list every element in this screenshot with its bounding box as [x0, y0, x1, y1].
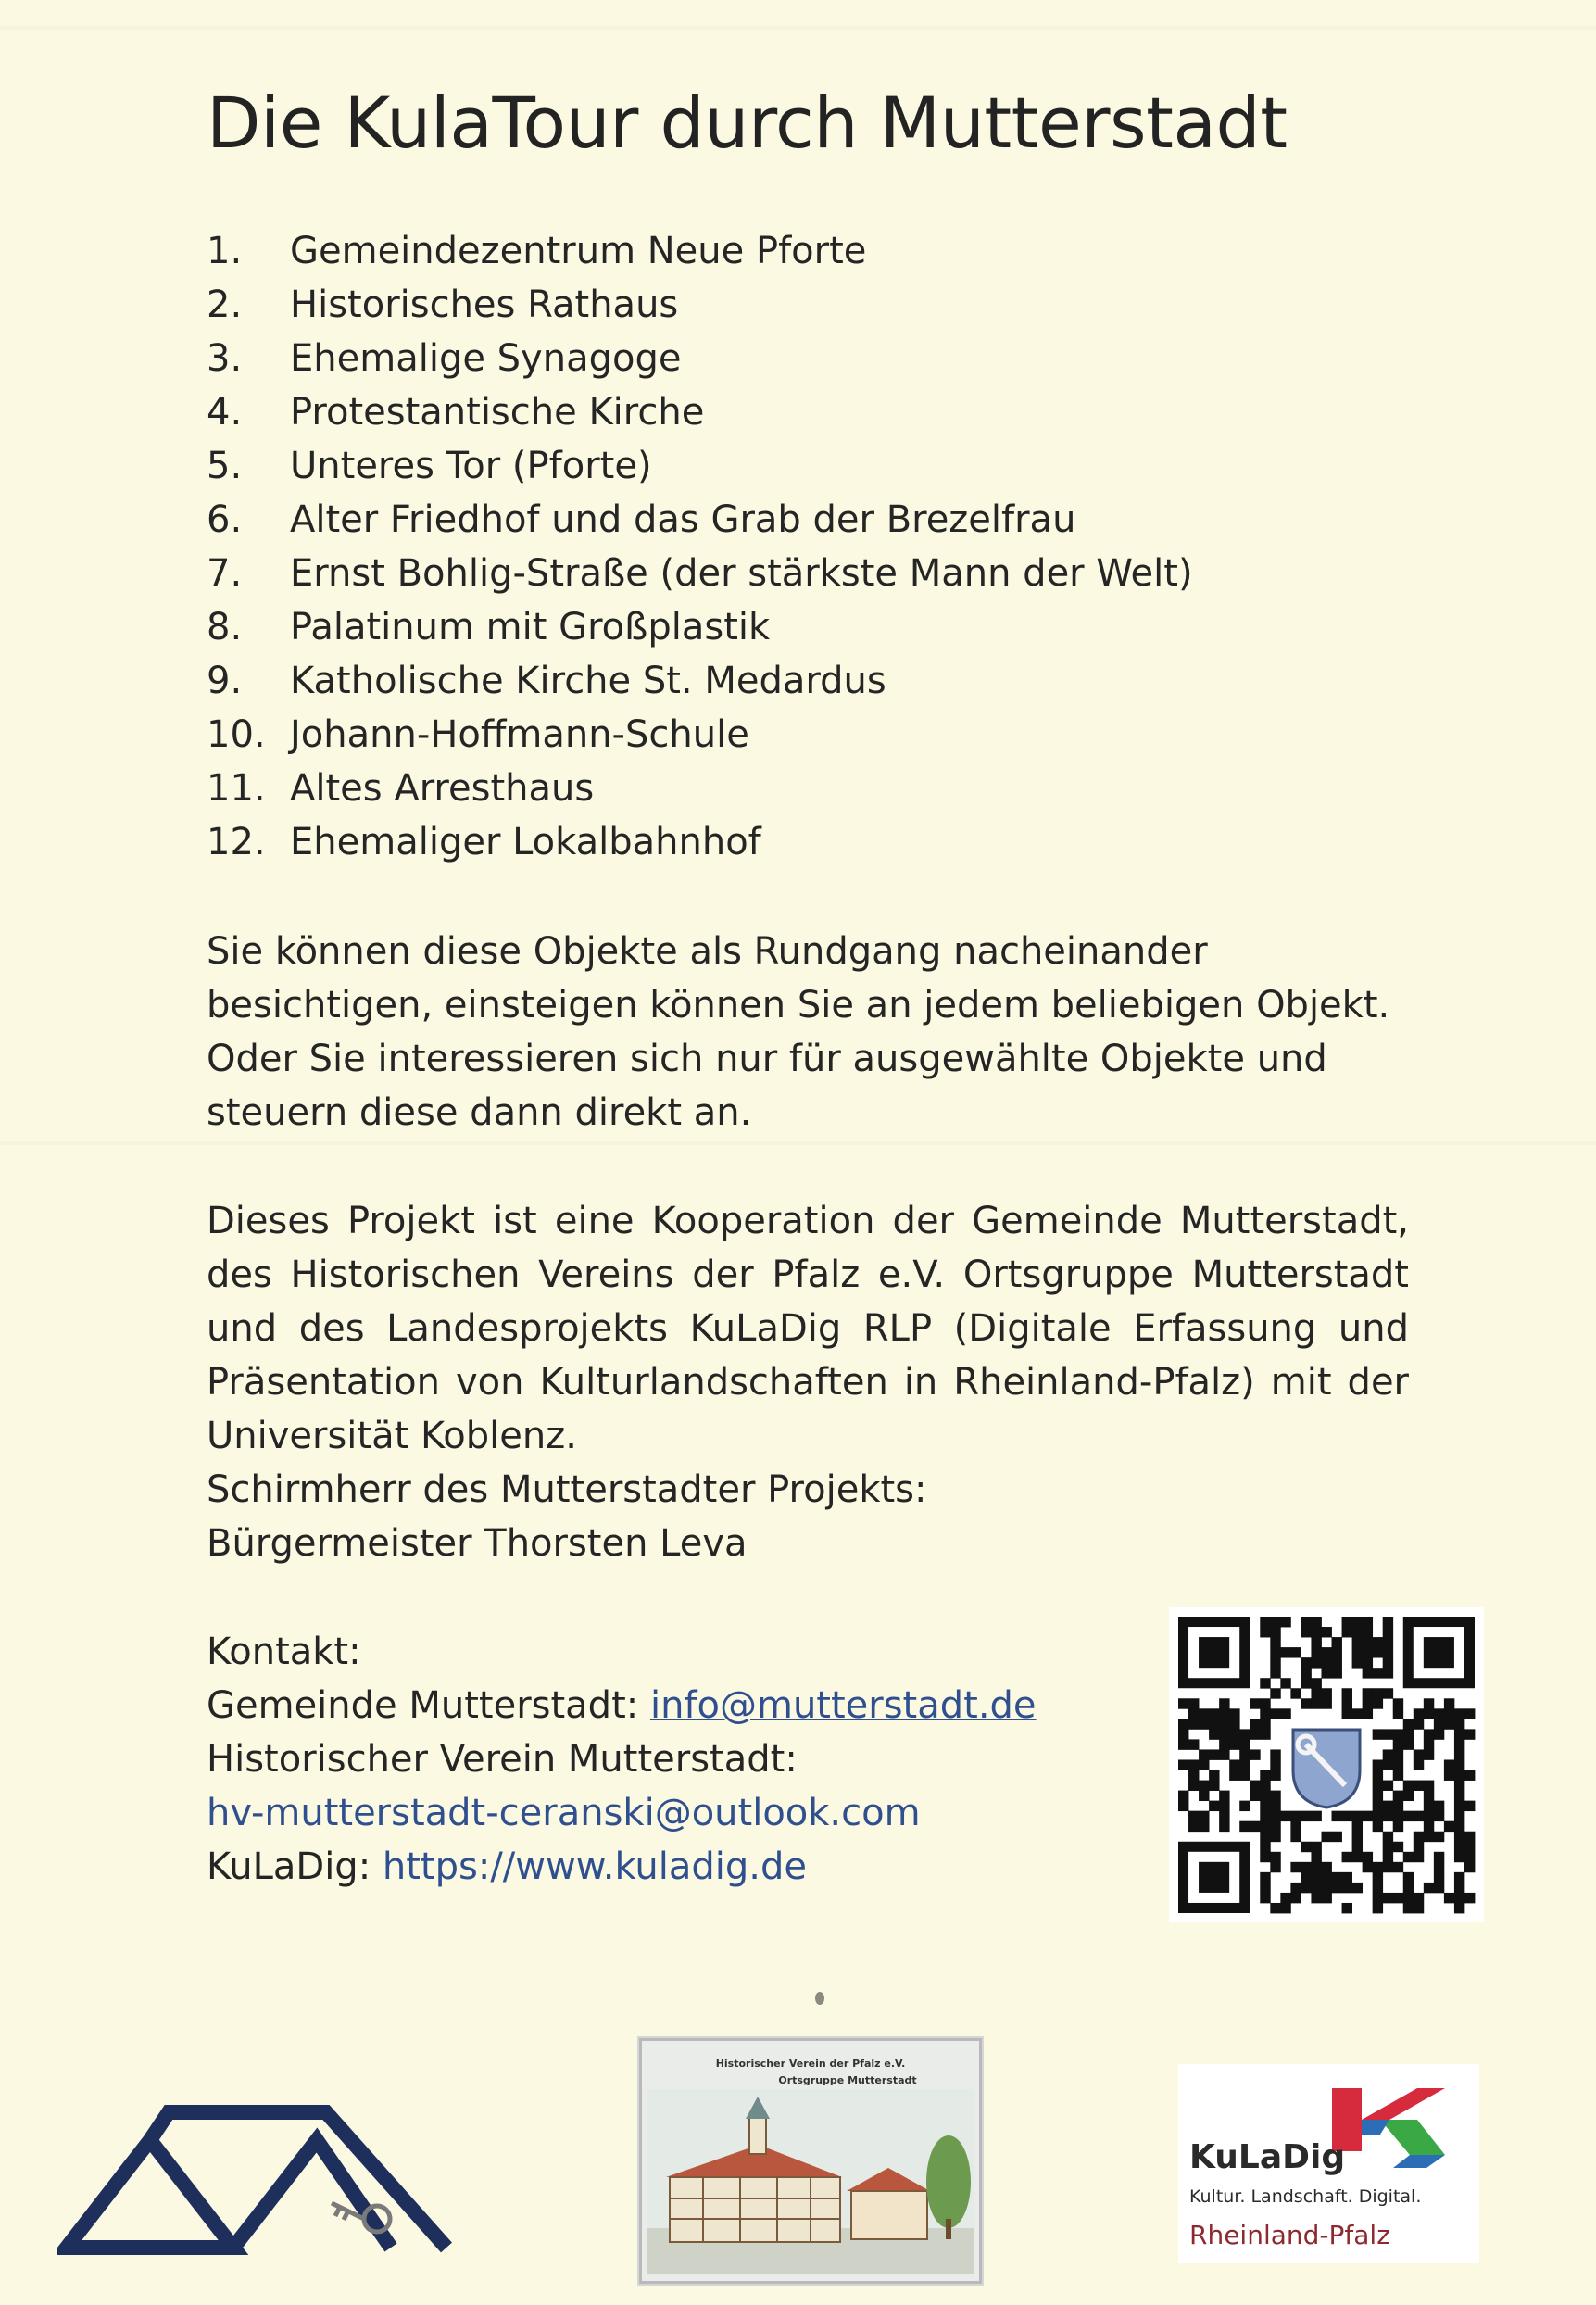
tour-stop-number: 10. — [207, 713, 266, 756]
tour-stop-label: Protestantische Kirche — [290, 391, 705, 434]
tour-stop-number: 11. — [207, 767, 266, 810]
tour-stop-label: Historisches Rathaus — [290, 283, 679, 326]
verein-email-link[interactable]: hv-mutterstadt-ceranski@outlook.com — [207, 1792, 921, 1834]
tour-stop-item — [207, 278, 1193, 332]
tour-stop-label: Alter Friedhof und das Grab der Brezelfrau — [290, 498, 1076, 541]
coop-line: und des Landesprojekts KuLaDig RLP (Digitale Erfassung und — [207, 1307, 1409, 1350]
intro-line: steuern diese dann direkt an. — [207, 1091, 752, 1134]
verein-logo-line2: Ortsgruppe Mutterstadt — [778, 2074, 917, 2086]
tour-stop-label: Altes Arresthaus — [290, 767, 595, 810]
tour-stop-number: 1. — [207, 230, 243, 272]
contact-heading: Kontakt: — [207, 1631, 361, 1673]
town-hall-painting-icon — [647, 2089, 974, 2274]
tour-stop-list — [207, 224, 1193, 869]
kuladig-url-link[interactable]: https://www.kuladig.de — [382, 1845, 807, 1888]
intro-paragraph — [207, 925, 1411, 1140]
tour-stop-item — [207, 224, 1193, 278]
tour-stop-label: Ernst Bohlig-Straße (der stärkste Mann der Welt) — [290, 552, 1193, 595]
coop-line: Dieses Projekt ist eine Kooperation der Gemeinde Mutterstadt, — [207, 1200, 1409, 1242]
mutterstadt-roof-logo — [57, 2085, 456, 2261]
tour-stop-item — [207, 493, 1193, 547]
verein-label: Historischer Verein Mutterstadt: — [207, 1738, 798, 1781]
cooperation-paragraph — [207, 1194, 1409, 1570]
paper-fold — [0, 1141, 1596, 1145]
tour-stop-number: 2. — [207, 283, 243, 326]
tour-stop-label: Unteres Tor (Pforte) — [290, 445, 652, 487]
tour-stop-item — [207, 547, 1193, 600]
intro-line: Sie können diese Objekte als Rundgang nacheinander — [207, 930, 1208, 973]
tour-stop-item — [207, 600, 1193, 654]
tour-stop-label: Johann-Hoffmann-Schule — [290, 713, 749, 756]
tour-stop-number: 6. — [207, 498, 243, 541]
tour-stop-label: Katholische Kirche St. Medardus — [290, 660, 886, 702]
tour-stop-item — [207, 439, 1193, 493]
tour-stop-label: Ehemaliger Lokalbahnhof — [290, 821, 761, 863]
gemeinde-label: Gemeinde Mutterstadt: — [207, 1684, 650, 1727]
coop-line: des Historischen Vereins der Pfalz e.V. Ortsgruppe Mutterstadt — [207, 1253, 1409, 1296]
kuladig-label: KuLaDig: — [207, 1845, 383, 1888]
verein-logo-line1: Historischer Verein der Pfalz e.V. — [715, 2058, 906, 2070]
tour-stop-number: 7. — [207, 552, 243, 595]
tour-stop-item — [207, 385, 1193, 439]
coop-line: Präsentation von Kulturlandschaften in Rheinland-Pfalz) mit der — [207, 1361, 1409, 1404]
intro-line: Oder Sie interessieren sich nur für ausgewählte Objekte und — [207, 1038, 1327, 1080]
tour-stop-item — [207, 708, 1193, 762]
patron-name: Bürgermeister Thorsten Leva — [207, 1522, 748, 1565]
paper-speck — [815, 1992, 824, 2005]
tour-stop-number: 8. — [207, 606, 243, 649]
tour-stop-label: Palatinum mit Großplastik — [290, 606, 771, 649]
tour-stop-number: 12. — [207, 821, 266, 863]
patron-label: Schirmherr des Mutterstadter Projekts: — [207, 1468, 927, 1511]
roof-key-icon — [57, 2085, 456, 2261]
tour-stop-item — [207, 815, 1193, 869]
historischer-verein-logo — [639, 2038, 982, 2284]
tour-stop-number: 3. — [207, 337, 243, 380]
tour-stop-label: Ehemalige Synagoge — [290, 337, 682, 380]
paper-edge — [0, 26, 1596, 30]
tour-stop-number: 5. — [207, 445, 243, 487]
kuladig-k-icon — [1325, 2079, 1464, 2172]
qr-code-icon — [1169, 1607, 1484, 1922]
tour-stop-item — [207, 762, 1193, 815]
kuladig-logo-name: KuLaDig — [1189, 2138, 1346, 2176]
kuladig-logo — [1178, 2064, 1479, 2263]
coop-line: Universität Koblenz. — [207, 1415, 577, 1457]
gemeinde-email-link[interactable]: info@mutterstadt.de — [649, 1684, 1037, 1727]
tour-stop-number: 4. — [207, 391, 243, 434]
qr-code[interactable] — [1169, 1607, 1484, 1922]
page-title: Die KulaTour durch Mutterstadt — [207, 82, 1288, 164]
tour-stop-item — [207, 332, 1193, 385]
intro-line: besichtigen, einsteigen können Sie an jedem beliebigen Objekt. — [207, 984, 1390, 1027]
kuladig-logo-tagline: Kultur. Landschaft. Digital. — [1189, 2186, 1422, 2207]
kuladig-logo-region: Rheinland-Pfalz — [1189, 2220, 1390, 2250]
tour-stop-number: 9. — [207, 660, 243, 702]
tour-stop-item — [207, 654, 1193, 708]
tour-stop-label: Gemeindezentrum Neue Pforte — [290, 230, 867, 272]
